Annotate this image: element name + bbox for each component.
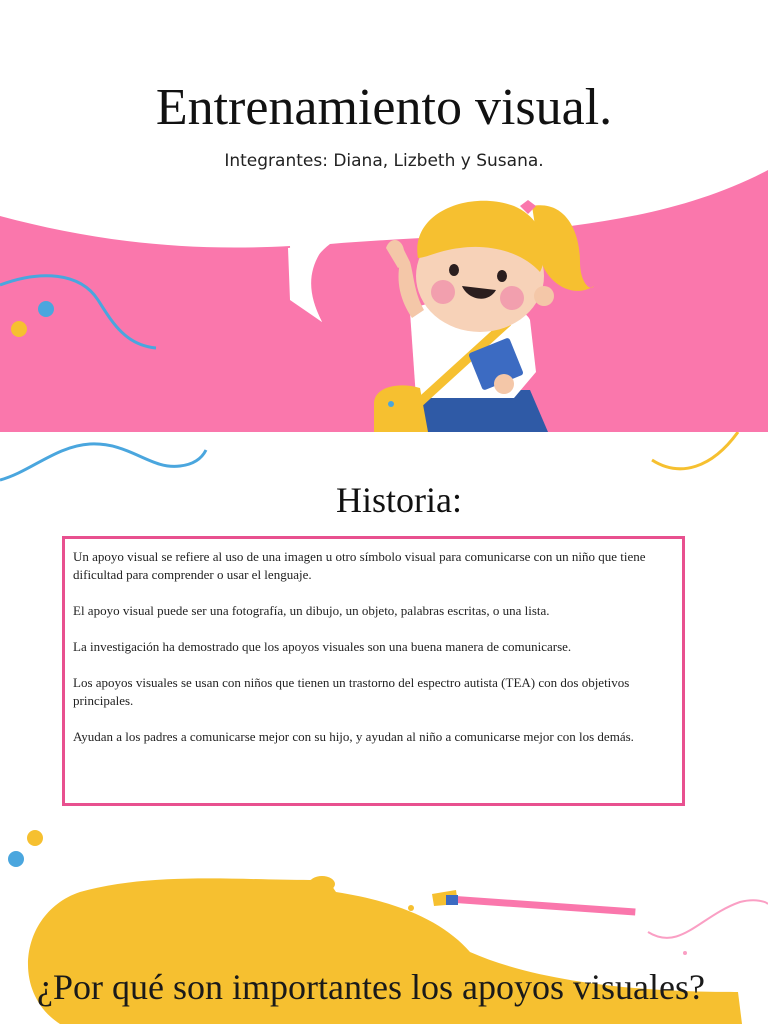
paragraph: Ayudan a los padres a comunicarse mejor con su hijo, y ayudan al niño a comunicarse mejor con los demás. bbox=[73, 729, 634, 744]
next-slide-heading: ¿Por qué son importantes los apoyos visuales? bbox=[37, 967, 705, 1007]
blue-dot bbox=[38, 301, 54, 317]
section-title: Historia: bbox=[336, 480, 462, 520]
paragraph: Los apoyos visuales se usan con niños que tienen un trastorno del espectro autista (TEA) con dos objetivos principales. bbox=[73, 675, 630, 708]
blue-dot bbox=[8, 851, 24, 867]
title-slide bbox=[0, 0, 768, 432]
history-slide bbox=[0, 432, 768, 1024]
paragraph: El apoyo visual puede ser una fotografía, un dibujo, un objeto, palabras escritas, o una lista. bbox=[73, 603, 550, 618]
paragraph: Un apoyo visual se refiere al uso de una imagen u otro símbolo visual para comunicarse con un niño que tiene dificultad para comprender o usar el lenguaje. bbox=[73, 549, 646, 582]
team-members-subtitle: Integrantes: Diana, Lizbeth y Susana. bbox=[224, 151, 544, 171]
paragraph: La investigación ha demostrado que los apoyos visuales son una buena manera de comunicarse. bbox=[73, 639, 572, 654]
history-text-box bbox=[62, 536, 685, 806]
slide-title: Entrenamiento visual. bbox=[155, 79, 613, 136]
yellow-dot bbox=[11, 321, 27, 337]
yellow-dot bbox=[27, 830, 43, 846]
paintbrush-illustration bbox=[432, 890, 636, 916]
pink-banner-illustration bbox=[0, 0, 768, 432]
